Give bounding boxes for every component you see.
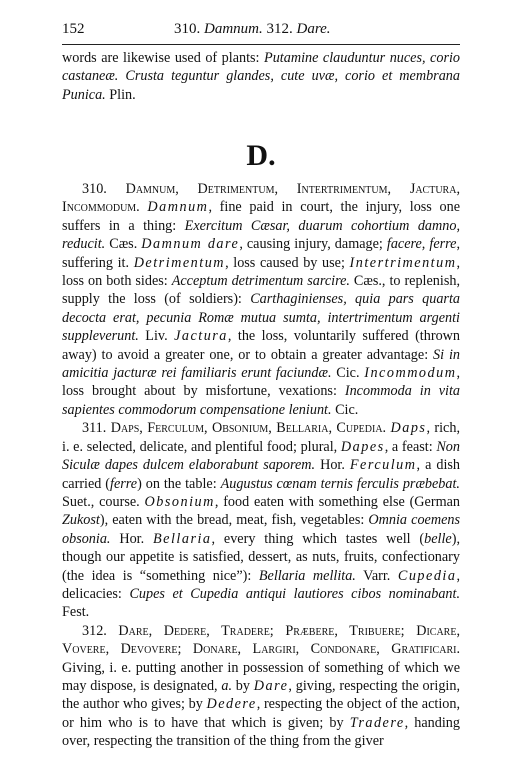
entry-311 [62, 419, 460, 621]
section-letter: D. [246, 139, 276, 172]
keyword: Tradere [349, 714, 405, 731]
keyword: Cupedia [397, 567, 457, 584]
text-run: , loss brought about by misfortune, vexations: [62, 365, 461, 400]
keyword: Bellaria [153, 530, 212, 547]
entry-headwords: Dare, Dedere, Tradere; Præbere, Tribuere; Dicare, Vovere, Devovere; Donare, Largiri, Condonare, Gratificari. [62, 622, 460, 658]
keyword: Intertrimentum [349, 254, 457, 271]
latin-quote: Si in amicitia jacturæ rei familiaris erunt faciundæ. [62, 346, 460, 382]
entry-312 [62, 622, 460, 751]
entry-number: 312. [82, 622, 119, 639]
keyword: Jactura [174, 328, 228, 345]
latin-quote: Augustus cœnam ternis ferculis præbebat. [220, 475, 460, 492]
keyword: Obsonium [144, 493, 215, 510]
text-run: by [232, 677, 254, 694]
text-run: , delicacies: [62, 567, 460, 602]
text-run: , every thing which tastes well ( [211, 530, 425, 547]
german-word: Zukost [62, 512, 100, 529]
text-run: , fine paid in court, the injury, loss one suffers in a thing: [62, 199, 460, 234]
running-header [62, 18, 462, 40]
citation: Plin. [105, 86, 136, 103]
entry-headwords: Damnum, Detrimentum, Intertrimentum, Jactura, Incommodum. [62, 181, 460, 216]
text-run: Cic. [331, 365, 365, 382]
continuation-paragraph [62, 49, 460, 104]
running-title-word1: Damnum. [204, 21, 263, 37]
text-run: , giving, respecting the origin, the author who gives; by [62, 677, 460, 713]
keyword: Ferculum [349, 457, 417, 474]
text-run: , the loss, voluntarily suffered (thrown away) to avoid a greater one, or to obtain a greater advantage: [62, 328, 461, 363]
citation: Cic. [331, 401, 359, 418]
text-run: Hor. [315, 457, 350, 474]
keyword: Dedere [206, 696, 257, 713]
latin-quote: Exercitum Cæsar, duarum cohortium damno, reducit. [62, 217, 460, 253]
keyword: Damnum dare [141, 236, 240, 253]
latin-word: ferre [110, 475, 138, 492]
text-run: Giving, i. e. putting another in possession of something of which we may dispose, is designated, [62, 659, 460, 694]
text-run: Varr. [355, 567, 398, 584]
keyword: Daps [390, 420, 427, 437]
text-run: , rich, i. e. selected, delicate, and plentiful food; plural, [62, 420, 460, 455]
text-run: Cæs., to replenish, supply the loss (of soldiers): [62, 273, 460, 308]
latin-quote: Acceptum detrimentum sarcire. [171, 273, 350, 290]
text-run: ), eaten with the bread, meat, fish, vegetables: [99, 512, 369, 529]
page-number: 152 [62, 21, 85, 37]
entry-number: 311. [82, 420, 111, 437]
text-run: Liv. [138, 328, 175, 345]
text-run: ), though our appetite is satisfied, dessert, as nuts, fruits, confectionary (the idea is “something nice”): [62, 530, 461, 584]
latin-word: facere, ferre [386, 236, 457, 253]
entries-block [62, 180, 460, 751]
text-run: , loss on both sides: [62, 254, 460, 290]
latin-quote: Carthaginienses, quia pars quarta decocta erat, pecunia Romæ mutua sumta, intertrimentum argenti suppleverunt. [62, 291, 460, 345]
text-run: , suffering it. [62, 236, 460, 271]
text-run: Cæs. [105, 236, 142, 253]
keyword: Damnum [147, 199, 209, 216]
list-marker: a. [221, 677, 233, 694]
latin-quote: Bellaria mellita. [258, 567, 356, 584]
keyword: Detrimentum [133, 254, 226, 271]
citation: Fest. [62, 604, 90, 621]
text-run: , causing injury, damage; [239, 236, 387, 253]
text-run: , loss caused by use; [225, 254, 350, 271]
running-title-word2: Dare. [296, 21, 331, 37]
latin-quote: Omnia coemens obsonia. [62, 512, 460, 547]
latin-quote: Cupes et Cupedia antiqui lautiores cibos nominabant. [129, 585, 460, 602]
running-title-prefix: 310. [174, 21, 201, 37]
text-run: , handing over, respecting the transition of the thing from the giver [62, 714, 460, 750]
running-title-mid: 312. [266, 21, 293, 37]
french-word: belle [424, 530, 452, 547]
latin-quote: Putamine clauduntur nuces, corio castaneæ. Crusta teguntur glandes, cute uvæ, corio et membrana Punica. [62, 50, 461, 103]
continuation-block [62, 49, 460, 104]
entry-number: 310. [82, 181, 126, 197]
text-run: , respecting the object of the action, or him who is to have that which is given; by [62, 696, 460, 731]
latin-quote: Non Siculæ dapes dulcem elaborabunt saporem. [62, 438, 460, 474]
keyword: Dapes [340, 438, 385, 455]
text-run: words are likewise used of plants: [62, 50, 265, 66]
latin-quote: Incommoda in vita sapientes commodorum compensatione leniunt. [62, 383, 460, 418]
running-title [174, 18, 331, 40]
text-run: ) on the table: [137, 475, 221, 492]
entry-310 [62, 180, 460, 419]
text-run: , a feast: [384, 438, 437, 455]
text-run: Suet., course. [62, 493, 145, 510]
text-run: Hor. [110, 530, 154, 547]
text-run: , a dish carried ( [62, 457, 460, 492]
keyword: Incommodum [364, 365, 457, 382]
entry-headwords: Daps, Ferculum, Obsonium, Bellaria, Cupedia. [110, 420, 387, 437]
keyword: Dare [253, 677, 289, 694]
header-rule [62, 44, 460, 45]
text-run: , food eaten with something else (German [214, 493, 460, 510]
